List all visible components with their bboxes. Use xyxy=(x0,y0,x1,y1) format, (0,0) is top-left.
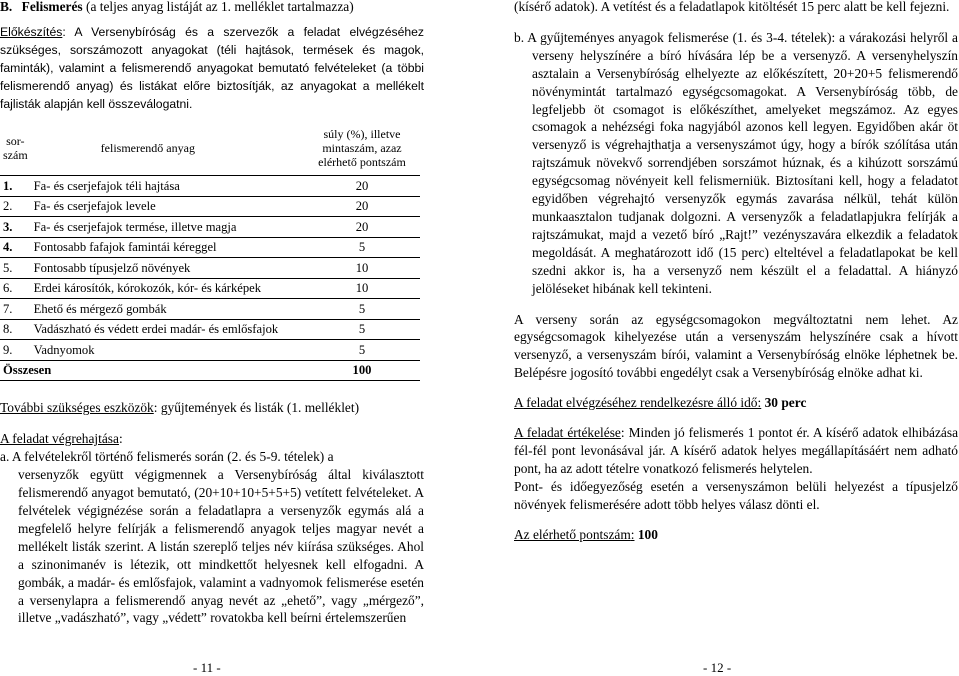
time-label: A feladat elvégzéséhez rendelkezésre álló idő xyxy=(514,395,758,411)
cell-weight: 20 xyxy=(304,196,420,217)
exec-heading xyxy=(0,430,424,448)
right-page xyxy=(514,0,958,543)
total-label: Összesen xyxy=(0,360,304,381)
page-number-right: - 12 - xyxy=(703,660,732,675)
cell-num: 5. xyxy=(0,258,31,279)
table-row xyxy=(0,176,420,197)
cell-num: 8. xyxy=(0,319,31,340)
intro-label: Előkészítés xyxy=(0,24,63,39)
cell-weight: 5 xyxy=(304,237,420,258)
cell-weight: 5 xyxy=(304,340,420,361)
cell-num: 7. xyxy=(0,299,31,320)
col-item-header: felismerendő anyag xyxy=(31,121,304,176)
cell-num: 1. xyxy=(0,176,31,197)
cell-item: Fa- és cserjefajok téli hajtása xyxy=(31,176,304,197)
max-label: Az elérhető pontszám xyxy=(514,526,631,542)
cell-item: Ehető és mérgező gombák xyxy=(31,299,304,320)
exec-b-text: b. A gyűjteményes anyagok felismerése (1. és 3-4. tételek): a várakozási helyről a verseny helyszínére a bíró hívására lép be a versenyző. A versenyhelyszín asztalain a Versenybíróság elhelyezte az előkészített, 20+20+5 felismerendő növénymintát tartalmazó egységcsomagokat. A Versenybíróság több, de legfeljebb öt csomagot is előkészíthet, amelyeket megszámoz. Az egyes csomagok a nehézségi foka nagyjából azonos kell legyen. Egyidőben akár öt versenyző is végrehajthatja a versenyszámot úgy, hogy a bírók szólítása után rajtszámuk növekvő sorrendjében sorszámot húznak, és a kihúzott sorszámú egységcsomag növényeit kell felismerniük. Biztosítani kell, hogy a feladatot egyidőben végrehajtó versenyzők egymás zavarása nélkül, tehát külön munkaasztalon tudjanak dolgozni. A versenyzők a feladatlapjukra felírják a rajtszámukat, majd a vezető bíró „Rajt!” vezényszavára elkezdik a feladatok megoldását. A meghatározott idő (15 perc) elteltével a feladatlapokat be kell szedni akkor is, ha a versenyző nem készült el a feladattal. A hiányzó jelöléseket hibának kell tekinteni. xyxy=(514,29,958,296)
max-line: Az elérhető pontszám: 100 xyxy=(514,526,658,542)
max-value: 100 xyxy=(637,526,658,542)
cell-num: 9. xyxy=(0,340,31,361)
table-row xyxy=(0,319,420,340)
col-num-header: sor-szám xyxy=(0,121,31,176)
table-row xyxy=(0,217,420,238)
cell-item: Fontosabb fafajok famintái kéreggel xyxy=(31,237,304,258)
cell-weight: 5 xyxy=(304,299,420,320)
cell-item: Fa- és cserjefajok levele xyxy=(31,196,304,217)
cell-weight: 5 xyxy=(304,319,420,340)
cell-num: 6. xyxy=(0,278,31,299)
cell-weight: 10 xyxy=(304,258,420,279)
intro-text: : A Versenybíróság és a szervezők a feladat elvégzéséhez szükséges, sorszámozott anyagokat (téli hajtások, termések és magok, faminták), valamint a felismerendő anyagokat bemutató felvételeket (a többi felismerendő anyag) és listákat előre biztosítják, az anyagokat a mellékelt fajlisták alapján kell összeválogatni. xyxy=(0,24,424,111)
table-row xyxy=(0,237,420,258)
intro-paragraph xyxy=(0,24,424,114)
table-total-row xyxy=(0,360,420,381)
table-row xyxy=(0,278,420,299)
cell-num: 2. xyxy=(0,196,31,217)
items-table xyxy=(0,121,420,381)
cell-weight: 20 xyxy=(304,176,420,197)
eval-text: : Minden jó felismerés 1 pontot ér. A kísérő adatok elhibázása fél-fél pont levonásával jár. A kísérő adatok helyes megállapításáért nem adható pont, ha az adott tételre vonatkozó felismerés helytelen. xyxy=(514,425,959,476)
section-suffix: (a teljes anyag listáját az 1. melléklet tartalmazza) xyxy=(85,0,354,14)
col-weight-header: súly (%), illetve mintaszám, azaz elérhető pontszám xyxy=(304,121,420,176)
cell-num: 4. xyxy=(0,237,31,258)
page-number-left: - 11 - xyxy=(193,660,221,675)
table-row xyxy=(0,196,420,217)
eval-label: A feladat értékelése xyxy=(514,425,621,441)
exec-label: A feladat végrehajtása xyxy=(0,431,119,447)
tools-line xyxy=(0,399,424,417)
cell-item: Vadnyomok xyxy=(31,340,304,361)
section-heading xyxy=(0,0,424,16)
time-line: A feladat elvégzéséhez rendelkezésre álló idő: 30 perc xyxy=(514,395,807,411)
exec-a-prefix: a. A felvételekről történő felismerés során (2. és 5-9. tételek) a xyxy=(0,449,334,465)
table-row xyxy=(0,258,420,279)
time-value: 30 perc xyxy=(764,395,807,411)
cell-item: Fontosabb típusjelző növények xyxy=(31,258,304,279)
tiebreak-paragraph: Pont- és időegyezőség esetén a versenyszámon belüli helyezést a típusjelző növények felismerésére adott több helyes válasz dönti el. xyxy=(514,478,958,512)
tools-text: : gyűjtemények és listák (1. melléklet) xyxy=(153,400,360,416)
continued-text: (kísérő adatok). A vetítést és a feladatlapok kitöltését 15 perc alatt be kell fejezni. xyxy=(514,0,950,14)
table-row xyxy=(0,299,420,320)
cell-item: Fa- és cserjefajok termése, illetve magja xyxy=(31,217,304,238)
total-value: 100 xyxy=(304,360,420,381)
cell-item: Erdei károsítók, kórokozók, kór- és kárképek xyxy=(31,278,304,299)
eval-paragraph xyxy=(514,424,958,478)
tools-label: További szükséges eszközök xyxy=(0,400,154,416)
exec-colon: : xyxy=(118,431,123,447)
table-header-row xyxy=(0,121,420,176)
cell-weight: 10 xyxy=(304,278,420,299)
cell-item: Vadászható és védett erdei madár- és emlősfajok xyxy=(31,319,304,340)
order-paragraph: A verseny során az egységcsomagokon megváltoztatni nem lehet. Az egységcsomagok kihelyezése után a versenyszám helyszínére csak a hívott versenyző, a versenyszám bírói, valamint a Versenybíróság elnöke léphetnek be. Belépésre jogosító további engedélyt csak a Versenybíróság elnöke adhat ki. xyxy=(514,311,958,381)
section-title: Felismerés xyxy=(21,0,83,14)
table-row xyxy=(0,340,420,361)
cell-weight: 20 xyxy=(304,217,420,238)
section-number: B. xyxy=(0,0,13,14)
cell-num: 3. xyxy=(0,217,31,238)
left-page xyxy=(0,0,424,627)
exec-a-text: versenyzők együtt végigmennek a Versenybíróság által kiválasztott felismerendő anyagot bemutató, (20+10+10+5+5+5) vetített felvételeket. A felvételek végignézése során a feladatlapra a versenyzők egymás alá a megfelelő helyre felírják a felismerendő anyagok teljes magyar nevét a mellékelt listák szerint. A listán szereplő teljes név kiírása szükséges. Ahol a szinonimanév is létezik, ott mindkettőt helyesnek kell elfogadni. A gombák, a madár- és emlősfajok, valamint a vadnyomok felismerése esetén a versenylapra a felismerendő anyag nevét az „ehető”, vagy „mérgező”, illetve „vadászható”, vagy „védett” rovatokba kell beírni értelemszerűen xyxy=(18,467,424,626)
